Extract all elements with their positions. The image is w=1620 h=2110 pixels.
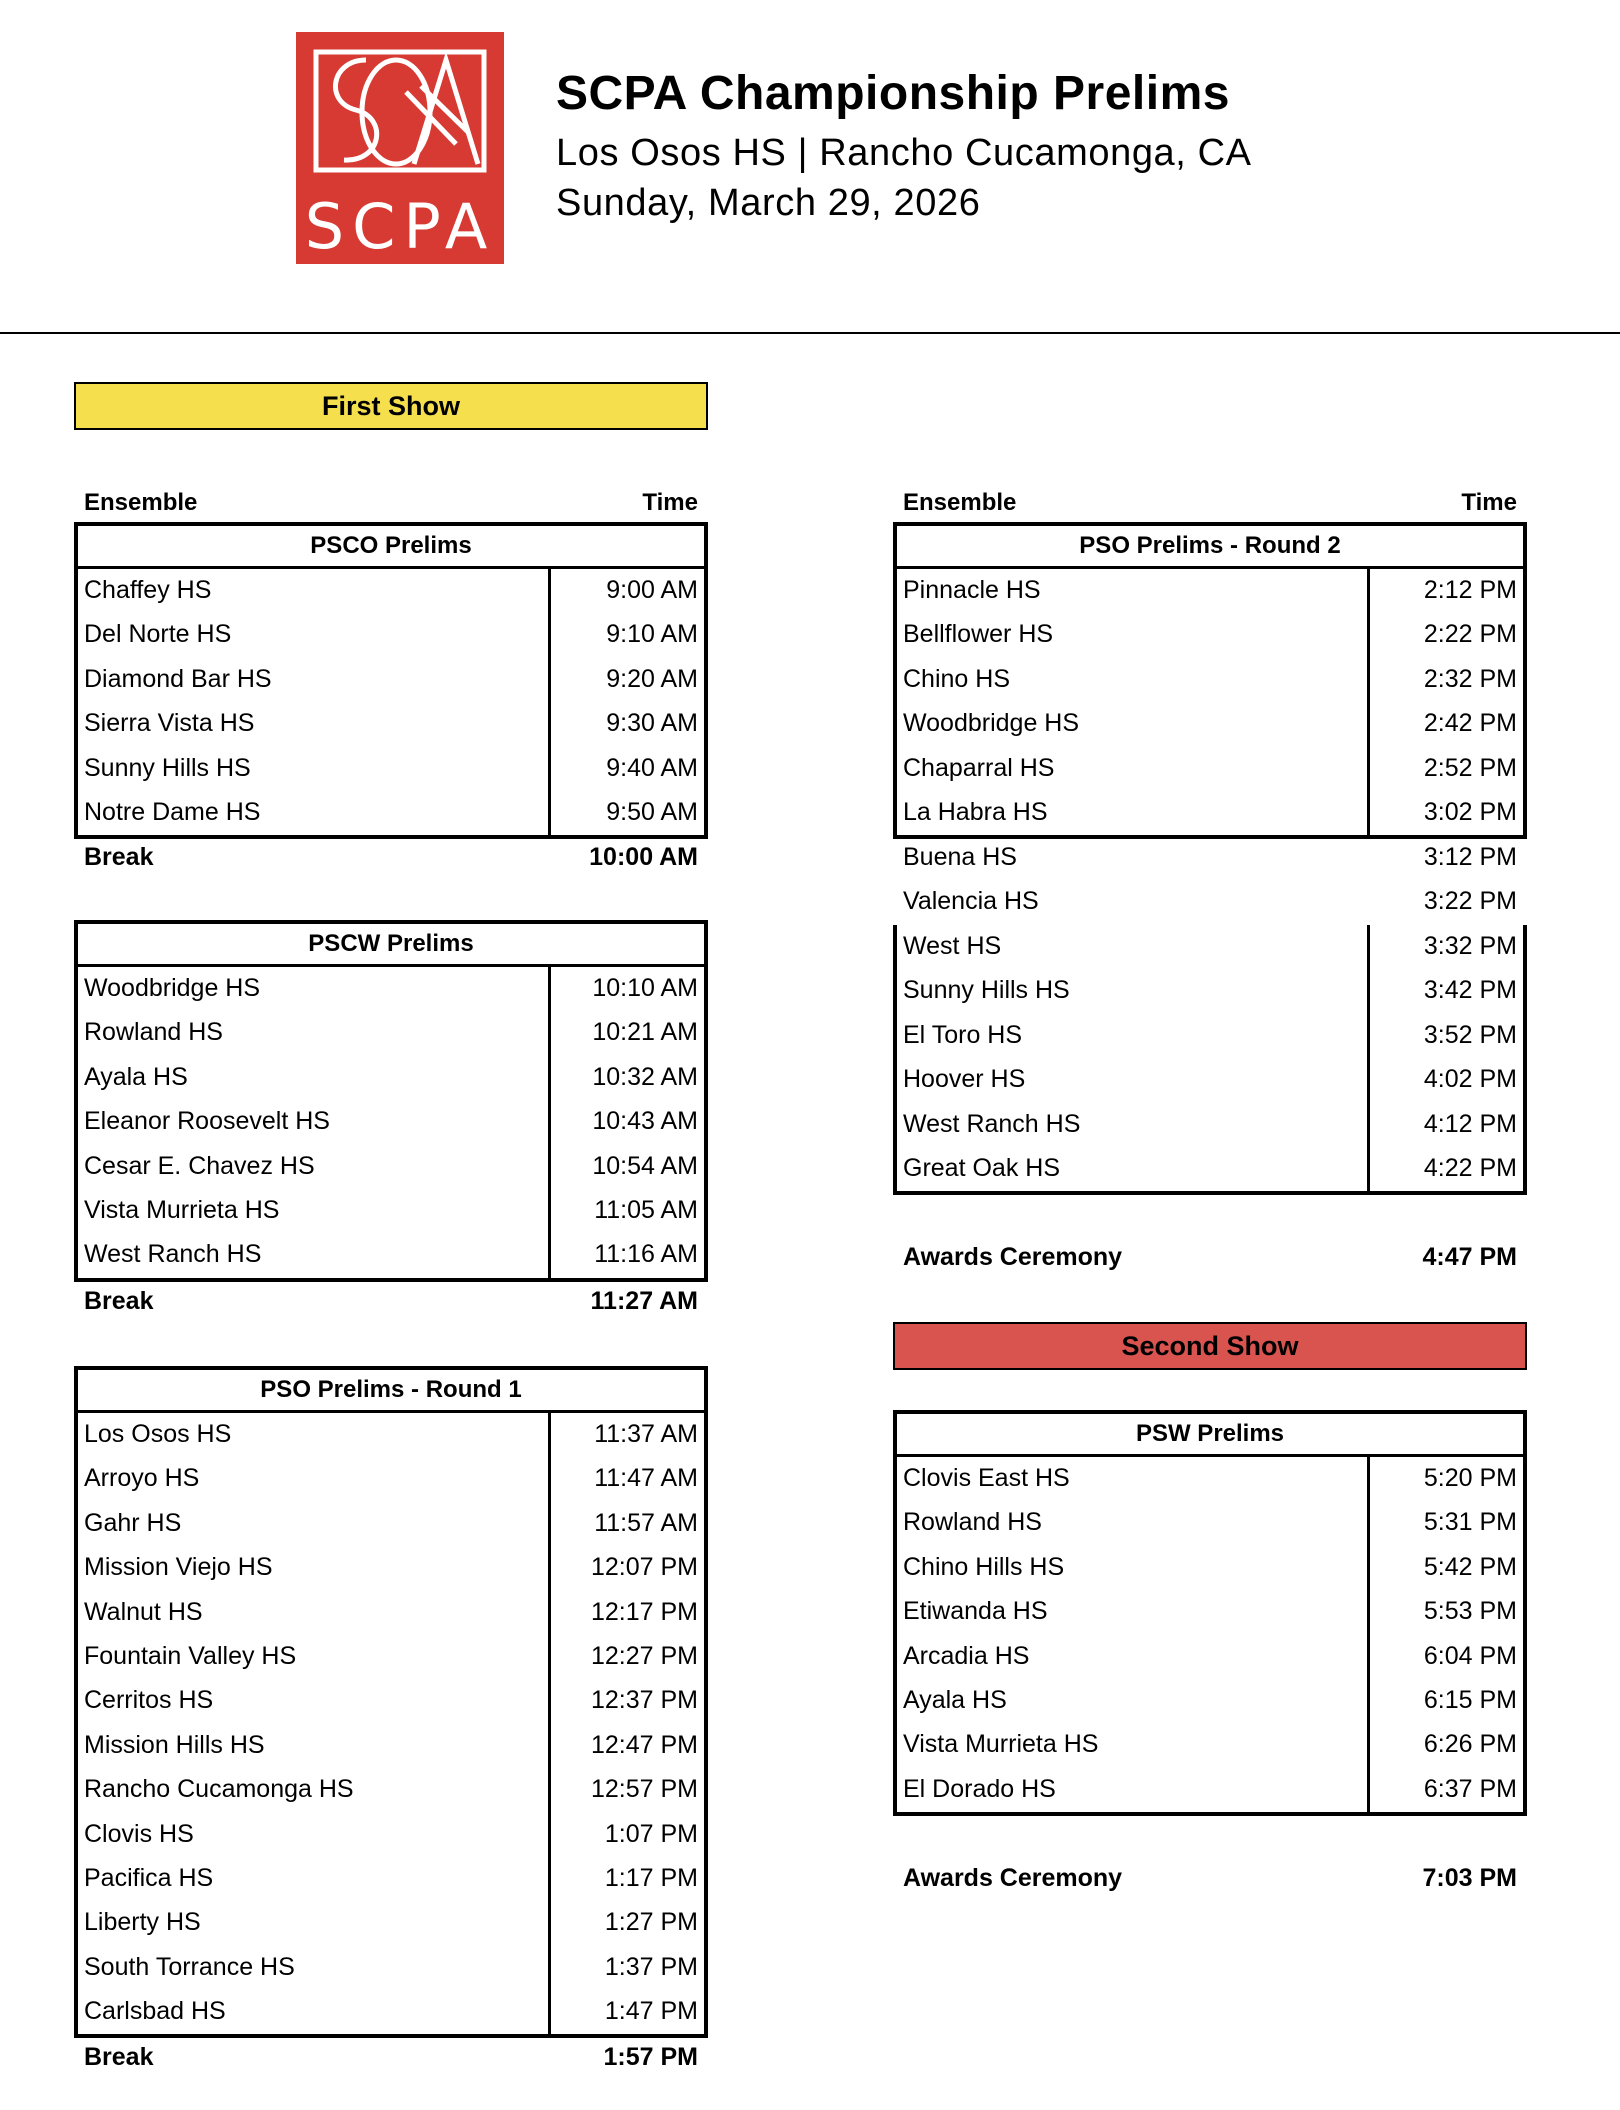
ensemble-name: Pinnacle HS bbox=[903, 576, 1041, 604]
performance-time: 9:00 AM bbox=[606, 576, 698, 604]
performance-time: 9:20 AM bbox=[606, 664, 698, 693]
break-label: Break bbox=[84, 2043, 154, 2071]
table-row bbox=[897, 613, 1523, 657]
table-row bbox=[78, 1502, 704, 1546]
psw-table bbox=[893, 1410, 1527, 1816]
table-row bbox=[78, 967, 704, 1011]
performance-time: 3:02 PM bbox=[1423, 797, 1517, 826]
ensemble-name: Sunny Hills HS bbox=[84, 753, 251, 782]
performance-time: 2:32 PM bbox=[1423, 664, 1517, 693]
ensemble-name: Rancho Cucamonga HS bbox=[84, 1775, 354, 1804]
ensemble-name: Del Norte HS bbox=[84, 620, 232, 649]
ensemble-name: Liberty HS bbox=[84, 1908, 201, 1937]
table-row bbox=[897, 1103, 1523, 1147]
awards-time: 7:03 PM bbox=[1422, 1864, 1517, 1892]
break-time: 10:00 AM bbox=[589, 843, 698, 871]
pscw-rows bbox=[78, 967, 704, 1278]
psw-awards bbox=[893, 1864, 1527, 1896]
table-row bbox=[78, 791, 704, 835]
table-row bbox=[78, 1724, 704, 1768]
pscw-title: PSCW Prelims bbox=[78, 924, 704, 967]
ensemble-name: Chino HS bbox=[903, 664, 1010, 693]
header-divider bbox=[0, 332, 1620, 334]
table-row bbox=[78, 1457, 704, 1501]
ensemble-name: Mission Hills HS bbox=[84, 1730, 265, 1759]
table-row bbox=[78, 658, 704, 702]
pso-round2-table-continued bbox=[893, 925, 1527, 1195]
table-row bbox=[897, 1457, 1523, 1501]
table-row bbox=[897, 658, 1523, 702]
ensemble-name: Eleanor Roosevelt HS bbox=[84, 1107, 330, 1136]
ensemble-name: West Ranch HS bbox=[903, 1109, 1081, 1138]
break-label: Break bbox=[84, 1287, 154, 1315]
awards-label: Awards Ceremony bbox=[903, 1864, 1123, 1892]
ensemble-name: South Torrance HS bbox=[84, 1952, 295, 1981]
page-title: SCPA Championship Prelims bbox=[556, 67, 1230, 120]
table-row bbox=[897, 1058, 1523, 1102]
table-row bbox=[78, 1857, 704, 1901]
pso-round2-awards bbox=[893, 1243, 1527, 1275]
ensemble-name: Los Osos HS bbox=[84, 1420, 232, 1448]
table-row bbox=[897, 1679, 1523, 1723]
ensemble-name: Clovis HS bbox=[84, 1819, 194, 1848]
ensemble-name: Etiwanda HS bbox=[903, 1597, 1048, 1626]
ensemble-name: Vista Murrieta HS bbox=[84, 1195, 280, 1224]
psco-table bbox=[74, 522, 708, 839]
performance-time: 3:22 PM bbox=[1423, 887, 1517, 915]
ensemble-name: Notre Dame HS bbox=[84, 797, 261, 826]
performance-time: 6:37 PM bbox=[1423, 1774, 1517, 1803]
performance-time: 2:52 PM bbox=[1423, 753, 1517, 782]
pscw-table bbox=[74, 920, 708, 1282]
event-date: Sunday, March 29, 2026 bbox=[556, 182, 981, 224]
ensemble-name: Buena HS bbox=[903, 843, 1017, 871]
ensemble-name: Vista Murrieta HS bbox=[903, 1730, 1099, 1759]
performance-time: 5:53 PM bbox=[1423, 1597, 1517, 1626]
awards-time: 4:47 PM bbox=[1422, 1243, 1517, 1271]
break-label: Break bbox=[84, 843, 154, 871]
ensemble-col-label: Ensemble bbox=[84, 489, 198, 516]
ensemble-name: Chaparral HS bbox=[903, 753, 1055, 782]
ensemble-name: Sunny Hills HS bbox=[903, 976, 1070, 1005]
table-row bbox=[78, 1946, 704, 1990]
performance-time: 5:42 PM bbox=[1423, 1552, 1517, 1581]
ensemble-name: Chaffey HS bbox=[84, 576, 212, 604]
ensemble-name: Gahr HS bbox=[84, 1508, 182, 1537]
table-row bbox=[897, 843, 1523, 875]
pso-round2-table bbox=[893, 522, 1527, 839]
table-row bbox=[897, 1501, 1523, 1545]
performance-time: 11:05 AM bbox=[594, 1195, 698, 1224]
ensemble-name: El Toro HS bbox=[903, 1020, 1023, 1049]
performance-time: 2:42 PM bbox=[1423, 709, 1517, 738]
performance-time: 1:17 PM bbox=[604, 1863, 698, 1892]
table-row bbox=[78, 1768, 704, 1812]
table-row bbox=[78, 1145, 704, 1189]
ensemble-name: Woodbridge HS bbox=[84, 974, 261, 1002]
ensemble-name: Fountain Valley HS bbox=[84, 1641, 297, 1670]
performance-time: 10:43 AM bbox=[592, 1107, 698, 1136]
ensemble-name: Sierra Vista HS bbox=[84, 709, 255, 738]
awards-label: Awards Ceremony bbox=[903, 1243, 1123, 1271]
table-row bbox=[897, 1147, 1523, 1191]
performance-time: 12:47 PM bbox=[590, 1730, 698, 1759]
pso-round1-table bbox=[74, 1366, 708, 2038]
table-row bbox=[78, 1413, 704, 1457]
performance-time: 6:04 PM bbox=[1423, 1641, 1517, 1670]
ensemble-name: El Dorado HS bbox=[903, 1774, 1056, 1803]
table-row bbox=[78, 1189, 704, 1233]
psco-title: PSCO Prelims bbox=[78, 526, 704, 569]
table-row bbox=[78, 1901, 704, 1945]
performance-time: 3:52 PM bbox=[1423, 1020, 1517, 1049]
ensemble-name: Woodbridge HS bbox=[903, 709, 1080, 738]
psco-break bbox=[74, 843, 708, 875]
performance-time: 9:10 AM bbox=[606, 620, 698, 649]
ensemble-name: Ayala HS bbox=[84, 1062, 188, 1091]
performance-time: 11:16 AM bbox=[594, 1240, 698, 1269]
table-row bbox=[897, 702, 1523, 746]
performance-time: 9:50 AM bbox=[606, 797, 698, 826]
performance-time: 3:42 PM bbox=[1423, 976, 1517, 1005]
psco-rows bbox=[78, 569, 704, 835]
table-row bbox=[897, 1635, 1523, 1679]
ensemble-name: Cerritos HS bbox=[84, 1686, 214, 1715]
table-row bbox=[78, 747, 704, 791]
table-row bbox=[78, 1056, 704, 1100]
scpa-logo bbox=[296, 32, 504, 264]
break-time: 11:27 AM bbox=[590, 1287, 698, 1315]
performance-time: 10:54 AM bbox=[592, 1151, 698, 1180]
table-row bbox=[897, 747, 1523, 791]
psw-title: PSW Prelims bbox=[897, 1414, 1523, 1457]
performance-time: 3:12 PM bbox=[1423, 843, 1517, 871]
table-row bbox=[78, 569, 704, 613]
ensemble-name: Ayala HS bbox=[903, 1685, 1007, 1714]
logo-text: SCPA bbox=[304, 190, 496, 263]
performance-time: 12:37 PM bbox=[590, 1686, 698, 1715]
performance-time: 10:32 AM bbox=[592, 1062, 698, 1091]
performance-time: 12:57 PM bbox=[590, 1775, 698, 1804]
table-row bbox=[78, 1990, 704, 2034]
venue: Los Osos HS | Rancho Cucamonga, CA bbox=[556, 132, 1252, 174]
performance-time: 4:12 PM bbox=[1423, 1109, 1517, 1138]
right-column-header bbox=[893, 489, 1527, 519]
performance-time: 12:07 PM bbox=[590, 1553, 698, 1582]
performance-time: 1:27 PM bbox=[604, 1908, 698, 1937]
ensemble-name: Arroyo HS bbox=[84, 1464, 200, 1493]
pso-round2-title: PSO Prelims - Round 2 bbox=[897, 526, 1523, 569]
ensemble-name: Cesar E. Chavez HS bbox=[84, 1151, 315, 1180]
time-col-label: Time bbox=[1461, 489, 1517, 516]
second-show-banner: Second Show bbox=[893, 1322, 1527, 1370]
performance-time: 11:57 AM bbox=[594, 1508, 698, 1537]
ensemble-name: Hoover HS bbox=[903, 1065, 1026, 1094]
ensemble-name: Great Oak HS bbox=[903, 1153, 1060, 1182]
table-row bbox=[897, 569, 1523, 613]
ensemble-name: Bellflower HS bbox=[903, 620, 1054, 649]
ensemble-name: West Ranch HS bbox=[84, 1240, 262, 1269]
pso-round1-title: PSO Prelims - Round 1 bbox=[78, 1370, 704, 1413]
performance-time: 3:32 PM bbox=[1423, 932, 1517, 960]
table-row bbox=[897, 1723, 1523, 1767]
performance-time: 9:30 AM bbox=[606, 709, 698, 738]
performance-time: 10:21 AM bbox=[592, 1018, 698, 1047]
ensemble-name: La Habra HS bbox=[903, 797, 1048, 826]
ensemble-name: Valencia HS bbox=[903, 887, 1039, 915]
performance-time: 11:37 AM bbox=[594, 1420, 698, 1448]
ensemble-name: Carlsbad HS bbox=[84, 1997, 226, 2026]
table-row bbox=[78, 1546, 704, 1590]
time-col-label: Time bbox=[642, 489, 698, 516]
performance-time: 11:47 AM bbox=[594, 1464, 698, 1493]
table-row bbox=[78, 1635, 704, 1679]
ensemble-col-label: Ensemble bbox=[903, 489, 1017, 516]
performance-time: 12:17 PM bbox=[590, 1597, 698, 1626]
table-row bbox=[897, 925, 1523, 969]
performance-time: 1:47 PM bbox=[604, 1997, 698, 2026]
table-row bbox=[78, 1679, 704, 1723]
table-row bbox=[78, 613, 704, 657]
performance-time: 2:12 PM bbox=[1423, 576, 1517, 604]
ensemble-name: West HS bbox=[903, 932, 1002, 960]
table-row bbox=[897, 969, 1523, 1013]
table-row bbox=[897, 1546, 1523, 1590]
ensemble-name: Clovis East HS bbox=[903, 1464, 1070, 1492]
table-row bbox=[897, 791, 1523, 835]
performance-time: 4:02 PM bbox=[1423, 1065, 1517, 1094]
table-row bbox=[78, 1813, 704, 1857]
pso-round2-rows bbox=[897, 569, 1523, 835]
table-row bbox=[78, 1591, 704, 1635]
pso-round1-rows bbox=[78, 1413, 704, 2034]
ensemble-name: Arcadia HS bbox=[903, 1641, 1030, 1670]
ensemble-name: Mission Viejo HS bbox=[84, 1553, 273, 1582]
first-show-banner: First Show bbox=[74, 382, 708, 430]
performance-time: 9:40 AM bbox=[606, 753, 698, 782]
ensemble-name: Walnut HS bbox=[84, 1597, 203, 1626]
table-row bbox=[78, 702, 704, 746]
table-row bbox=[897, 1768, 1523, 1812]
psw-rows bbox=[897, 1457, 1523, 1812]
performance-time: 1:07 PM bbox=[604, 1819, 698, 1848]
table-row bbox=[897, 1014, 1523, 1058]
table-row bbox=[897, 887, 1523, 919]
ensemble-name: Pacifica HS bbox=[84, 1863, 214, 1892]
table-row bbox=[897, 1590, 1523, 1634]
performance-time: 10:10 AM bbox=[592, 974, 698, 1002]
table-row bbox=[78, 1233, 704, 1277]
performance-time: 12:27 PM bbox=[590, 1641, 698, 1670]
performance-time: 1:37 PM bbox=[604, 1952, 698, 1981]
performance-time: 6:15 PM bbox=[1423, 1685, 1517, 1714]
performance-time: 6:26 PM bbox=[1423, 1730, 1517, 1759]
break-time: 1:57 PM bbox=[603, 2043, 698, 2071]
pso-round2-rows-continued bbox=[897, 925, 1523, 1191]
performance-time: 4:22 PM bbox=[1423, 1153, 1517, 1182]
pso-round1-break bbox=[74, 2043, 708, 2075]
performance-time: 5:20 PM bbox=[1423, 1464, 1517, 1492]
performance-time: 2:22 PM bbox=[1423, 620, 1517, 649]
pscw-break bbox=[74, 1287, 708, 1319]
table-row bbox=[78, 1100, 704, 1144]
ensemble-name: Rowland HS bbox=[84, 1018, 223, 1047]
table-row bbox=[78, 1011, 704, 1055]
ensemble-name: Rowland HS bbox=[903, 1508, 1042, 1537]
ensemble-name: Diamond Bar HS bbox=[84, 664, 272, 693]
performance-time: 5:31 PM bbox=[1423, 1508, 1517, 1537]
ensemble-name: Chino Hills HS bbox=[903, 1552, 1065, 1581]
left-column-header bbox=[74, 489, 708, 519]
